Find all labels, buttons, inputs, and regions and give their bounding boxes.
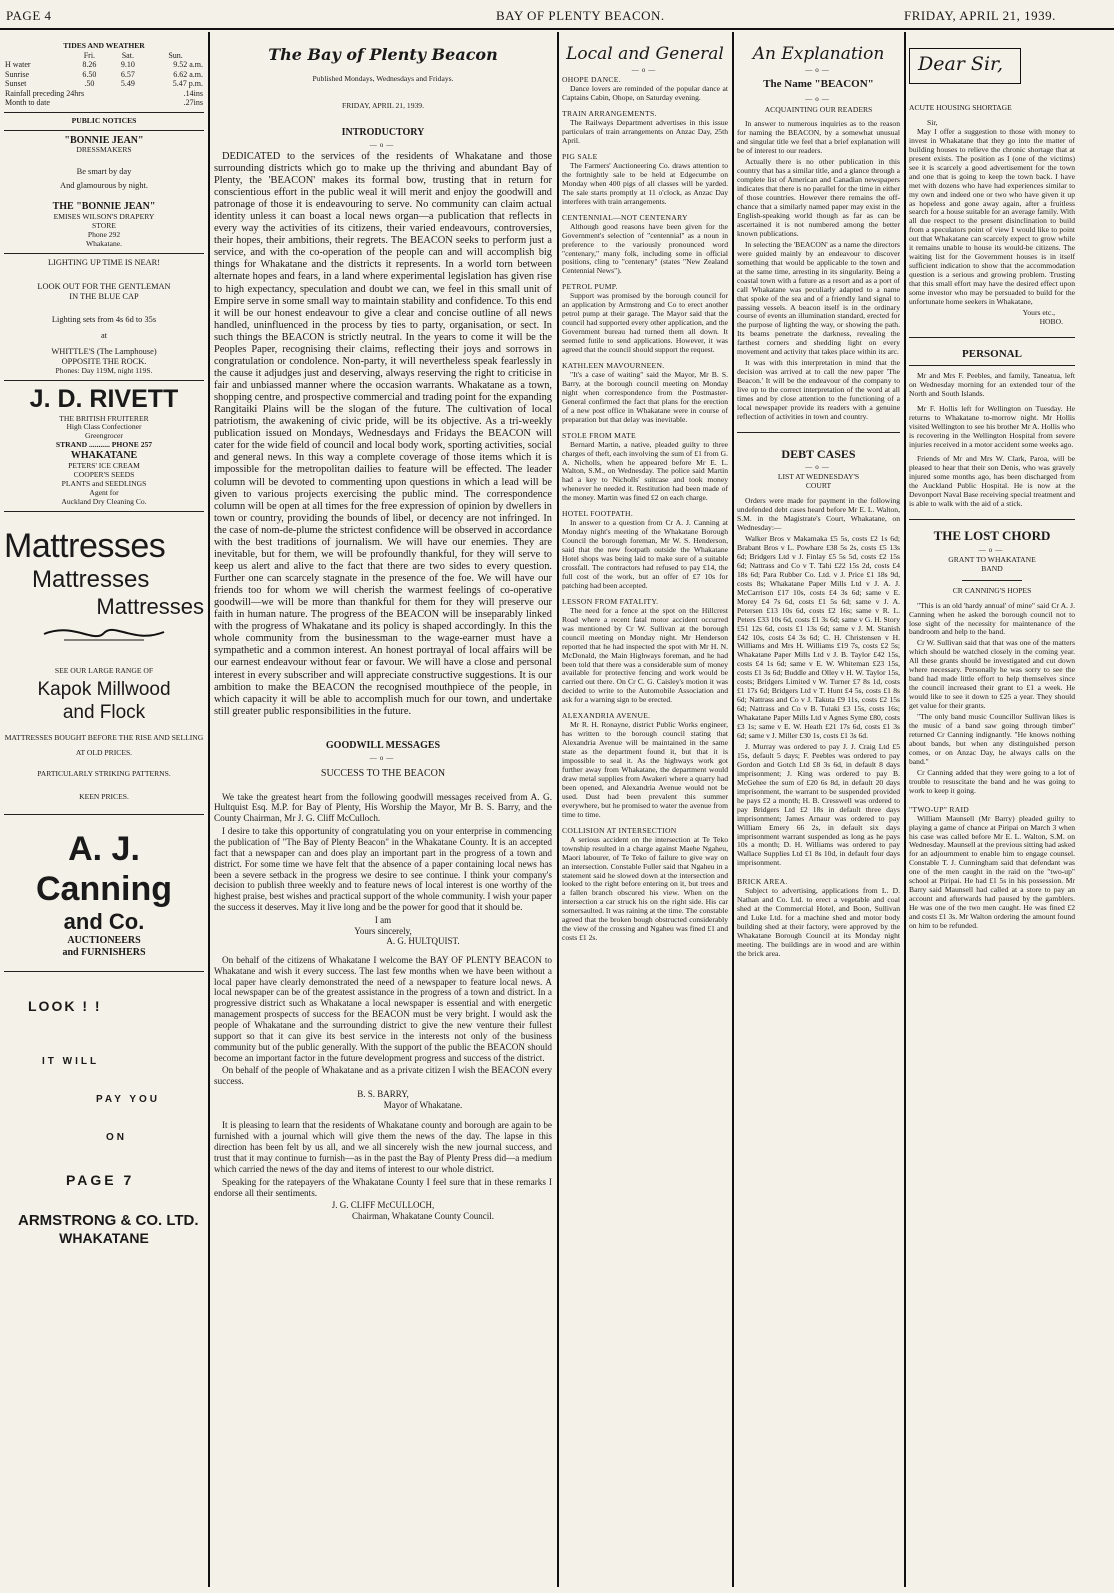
weather-cell: 8.26 [82, 60, 97, 70]
local-item [562, 598, 728, 705]
weather-cell: Sunrise [5, 69, 29, 79]
canning-title: A. J. Canning [36, 830, 172, 909]
rivett-line: High Class Confectioner [66, 422, 142, 432]
chord-text: "This is an old 'hardy annual' of mine" said Cr A. J. Canning when he asked the borough council not to lose sight of the necessity for maintenance of the bandroom and help to the band. [909, 600, 1075, 637]
personal-title: PERSONAL [962, 347, 1022, 360]
mcculloch-signature: J. G. CLIFF McCULLOCH, [331, 1200, 435, 1211]
armstrong-town: WHAKATANE [59, 1230, 149, 1247]
local-item-text: Support was promised by the borough council for an application by Armstrong and Co to erect another petrol pump at their garage. The Mayor said that the council had supported every other application, and the Government bureau had turned them all down. It seemed futile to send applications. However, it was agreed that the council should support the request. [562, 291, 728, 355]
local-item-text: Dance lovers are reminded of the popular dance at Captains Cabin, Ohope, on Saturday evening. [562, 84, 728, 103]
weather-cell: 6.57 [120, 69, 135, 79]
acq-title: ACQUAINTING OUR READERS [764, 104, 873, 114]
look-line: LOOK ! ! [28, 997, 102, 1014]
column-rule [208, 32, 210, 1587]
letter-sign: Yours etc., [1022, 307, 1055, 317]
local-item-text: A serious accident on the intersection at Te Teko township resulted in a charge against Maehe Ngaheu, Maori labourer, of Te Teko of failure to give way on an intersection. Constable Fuller said that Ngaheu in a statement said he slowed down at the intersection and looked to the right before entering on it, but trees and a fallen branch obscured his view. When on the intersection a car struck his on the right side. His car somersaulted. It was raining at the time. The constable agreed that the broken bough obstructed considerably the view of the crossing and Ngaheu was fined £1 and costs £1 2s. [562, 834, 728, 943]
canning-sub: and Co. [63, 909, 145, 935]
mattresses-headline: Mattresses [4, 526, 166, 565]
barry-signature: B. S. BARRY, [357, 1089, 409, 1100]
rivett-line: COOPER'S SEEDS [73, 470, 135, 480]
bonnie2-sub: EMISES WILSON'S DRAPERY [53, 211, 155, 221]
weather-cell: 6.50 [82, 69, 97, 79]
explanation-title: An Explanation [752, 44, 885, 64]
at-label: at [100, 331, 108, 341]
name-title: The Name "BEACON" [763, 78, 874, 91]
brick-text: Subject to advertising, applications from L. D. Nathan and Co. Ltd. to erect a vegetable and coal shed at the Commercial Hotel, and Boon, Sullivan and Luke Ltd. for a machine shed and motor body building shed at their factory, were approved by the Whakatane Borough Council at its Monday night meeting. The buildings are in wood and are within the brick area. [737, 886, 900, 958]
lookout-line: LOOK OUT FOR THE GENTLEMAN [37, 281, 171, 291]
chord-text: "The only band music Councillor Sullivan likes is the music of a band saw going through timber" returned Cr Canning indignantly. "He knows nothing about bands, but when any distinguished person comes, or on Anzac Day, he always calls on the band." [909, 712, 1075, 766]
rainfall-row [4, 89, 204, 98]
explanation-p2: Actually there is no other publication in this country that has a similar title, and a glance through a complete list of American and Canadian newspapers indicates that there is no parallel for the time in either of those countries. However there remains the off-chance that a similarly named paper may exist in the English-speaking world though as far as can be ascertained it is not numbered among the better known publications. [737, 157, 900, 238]
local-general-title: Local and General [566, 44, 724, 64]
mcculloch-message-2: Speaking for the ratepayers of the Whakatane County I feel sure that in these remarks I endorse all their sentiments. [214, 1176, 552, 1198]
rivett-line: Agent for [89, 487, 119, 497]
notices-title: PUBLIC NOTICES [71, 115, 137, 125]
letter-sir: Sir, [927, 117, 938, 127]
weather-cell: 9.10 [120, 60, 135, 70]
issue-date: FRIDAY, APRIL 21, 1939. [904, 8, 1056, 23]
mattresses-headline: Mattresses [96, 594, 204, 620]
local-item-text: The Farmers' Auctioneering Co. draws attention to the fortnightly sale to be held at Edgecumbe on Monday when 400 pigs of all classes will be yarded. The sale starts promptly at 11 o'clock, as Anzac Day interferes with train arrangements. [562, 160, 728, 206]
brick-head: BRICK AREA. [737, 877, 788, 887]
flourish-ornament [4, 620, 204, 646]
letter-iam: I am [374, 915, 392, 926]
masthead: The Bay of Plenty Beacon [268, 45, 498, 64]
weather-title: TIDES AND WEATHER [63, 41, 145, 50]
rainfall-label: Rainfall preceding 24hrs [5, 88, 85, 98]
local-item [562, 110, 728, 146]
debt-intro: Orders were made for payment in the following undefended debt cases heard before Mr E. L. Walton, S.M. in the Magistrate's Court, Whakatane, on Wednesday:— [737, 496, 900, 533]
matt-bought: MATTRESSES BOUGHT BEFORE THE RISE AND SELLING AT OLD PRICES. [4, 732, 204, 758]
letter-yours: Yours sincerely, [354, 925, 412, 936]
weather-cell: 6.62 a.m. [173, 69, 203, 79]
success-title: SUCCESS TO THE BEACON [320, 767, 446, 779]
chord-sub: GRANT TO WHAKATANE [948, 554, 1036, 564]
column-rule [557, 32, 559, 1587]
rivett-town: WHAKATANE [70, 450, 138, 462]
weather-head-row [4, 51, 204, 60]
local-items [562, 76, 728, 943]
local-item-heading: LESSON FROM FATALITY. [562, 596, 659, 606]
rivett-line: Greengrocer [85, 431, 123, 441]
raid-head: "TWO-UP" RAID [909, 804, 970, 814]
personal-item: Mr and Mrs F. Peebles, and family, Taneatua, left on Wednesday morning for an extended tour of the North and South Islands. [909, 370, 1075, 398]
weather-cell: Sunset [5, 79, 27, 89]
weather-head: Sun. [168, 50, 183, 60]
local-item-text: The Railways Department advertises in this issue particulars of train arrangements on Anzac Day, 25th April. [562, 118, 728, 146]
weather-cell: 9.52 a.m. [173, 60, 203, 70]
kapok-line: and Flock [62, 701, 146, 723]
bonnie2-town: Whakatane. [85, 238, 123, 248]
bonnie2-title: THE "BONNIE JEAN" [52, 201, 156, 213]
local-item [562, 432, 728, 504]
local-item [562, 510, 728, 591]
intro-text: DEDICATED to the services of the residents of Whakatane and those surrounding districts which go to make up the thriving and abundant Bay of Plenty, the 'BEACON' makes its formal bow, trusting that in return for conscientious effort in the public weal it will merit and enjoy the goodwill and patronage of those it is endeavouring to serve. No community can claim actual identity unless it can boast a local news organ—a publication that reflects in every way the activities of its citizens, their varied endeavours, controversies, their hopes, their ambitions, their regrets. The BEACON seeks to perform just a service, and with the co-operation of the people can and will accomplish big things for Whakatane and the districts it represents. In a world torn between alternate hopes and fears, in a land where experimental legislation has given rise to high expectancy, speculation and doubt we can, we feel in this small unit of Empire serve in some small way to maintain stability and confidence. To this end it will be our honest endeavour to give a clear and concise outline of all news handled, uninfluenced in the process by ties to party, organisation, or sect. In such things the BEACON is strictly neutral. In the years to come it will be the Peoples Paper, recognising their claims, reflecting their joys and sorrows in congratulation or condolence. Non-party, it will nevertheless speak fearlessly in the cause it adjudges just and deserving, always reserving the right to criticise in fair and unbiassed manner where the occasion warrants. Whakatane as a town, shopping centre, and prospective commercial and trading point for the expanding Rangitaiki Plains will be the slogan of the future. The cultivation of local patriotism, the awakening of civic pride, will be its objective. As a tri-weekly publication issued on Mondays, Wednesdays and Fridays the BEACON will cater for the wide field of council and local body work, sporting activities, social and general news. In this way a complete coverage of those items which it is impossible for the metropolitan dailies to feature will be effected. The leader column will be devoted to commenting upon questions in which a lead will be given to various projects exercising the public mind. The correspondence column will be open at all times for the free expression of opinion by dwellers in town or country, providing the bounds of libel, or decency are not infringed. In the case of nom-de-plume the strictest confidence will be observed in accordance with the best traditions of journalism. We will have our enemies. They are inevitable, but for them, we will be profoundly thankful, for they will serve to keep us alert and alive to the fact that there are two sides to every question. Further one can scarcely stagnate in the presence of the foe. We will have our friends too for whom we will cherish the warmest feelings of co-operative goodwill—we will be more than thankful for them for they will preserve our faith in human nature. The progress of the BEACON will be inseparably linked with the progress of Whakatane and its policy is shaped accordingly. In this the whole community from the businessman to the wage-earner must have a sympathetic and a common interest. An honest portrayal of local affairs will be our earnest endeavour without fear or favour. We will have a close and personal interest in every subscriber and will appreciate constructive suggestions. It is our ambition to make the BEACON the recognised mouthpiece of the people, in which capacity it will be able to accomplish much for our town, and undertake still greater public responsibilities in the future. [214, 150, 552, 717]
column-rule [904, 32, 906, 1587]
weather-row [4, 60, 204, 69]
local-item-text: Mr R. H. Ronayne, district Public Works engineer, has written to the borough council stating that Alexandria Avenue will be maintained in the same state as the department found it, but that it is impossible to seal it. As the highways work got further away from Whakatane, the department would draw metal supplies from Awakeri where a quarry had been opened, and Alexandria Avenue would not be used. Dust had been prevalent this summer everywhere, but he promised to water the avenue from time to time. [562, 720, 728, 819]
bonnie-line: And glamourous by night. [60, 181, 148, 191]
local-item-heading: PETROL PUMP. [562, 282, 618, 292]
debt-sub: LIST AT WEDNESDAY'S [777, 472, 860, 482]
matt-prices: KEEN PRICES. [79, 792, 129, 802]
weather-cell: 5.49 [120, 79, 135, 89]
rivett-line: PLANTS and SEEDLINGS [61, 479, 147, 489]
dear-sir-logo [909, 48, 1021, 84]
bonnie2-phone: Phone 292 [87, 229, 121, 239]
chord-hopes: CR CANNING'S HOPES [952, 585, 1032, 595]
local-item-heading: TRAIN ARRANGEMENTS. [562, 109, 657, 119]
itwill-line: IT WILL [42, 1056, 100, 1068]
column-rule [732, 32, 734, 1587]
local-item [562, 712, 728, 819]
local-item [562, 283, 728, 355]
debt-list: Walker Bros v Makamaka £5 5s, costs £2 1s 6d; Brabant Bros v L. Powhare £38 5s 2s, costs £5 13s 6d; Bridgers Ltd v J. Finlay £5 5s 5d, costs £2 15s 6d; Nattrass and Co v T. Tahi £22 15s 2d, costs £4 18s 6d; Para Rubber Co. Ltd. v J. Price £1 18s 9d, costs 8s; Whakatane Paper Mills Ltd v J. A. J. McCarrison £17 10s, costs £4 3s 6d; same v E. Morey £4 7s 6d, costs £1 5s 6d; same v J. A. Petersen £13 10s 6d, costs £2 16s; same v R. L. Peters £33 10s 6d, costs £1 3s 6d; same v G. H. Story £51 12s 6d, costs £1 13s 6d; same v J. M. Stanish £42 10s, costs £4 3s 6d; C. H. Christensen v H. Williams and Mrs H. Williams £19 7s, costs £2 5s; Whakatane Paper Mills Ltd v J. B. Taylor £42 15s, costs £4 1s 6d; same v E. W. Whiteman £23 15s, costs £1 3s 6d; Buddle and Olley v H. W. Taylor 15s, costs; Bridgers Limited v W. Turner £7 8s 1d, costs £1 17s 6d; Bridgers Ltd v T. Hunt £4 5s, costs £1 8s 6d; Nattrass and Co v J. Takuta £9 11s, costs £2 15s 6d; Nattrass and Co v B. Tutaki £3 15s, costs 16s; Whakatane Paper Mills Ltd v Agnes Syme £80, costs £3 1s; same v E. W. Heath £21 17s 6d, costs £1 3s 6d; same v J. Miller £30 1s, costs £1 3s 6d. [737, 534, 900, 741]
canning-auctioneers: AUCTIONEERS [67, 935, 141, 947]
weather-table [4, 51, 204, 108]
local-item [562, 362, 728, 425]
hultquist-signature: A. G. HULTQUIST. [386, 936, 460, 947]
advert-column [4, 32, 204, 1587]
weather-cell: H water [5, 60, 31, 70]
housing-title: ACUTE HOUSING SHORTAGE [909, 103, 1012, 112]
page7-line: PAGE 7 [66, 1171, 135, 1188]
mcculloch-title: Chairman, Whakatane County Council. [351, 1211, 495, 1222]
local-item-text: Bernard Martin, a native, pleaded guilty to three charges of theft, each involving the sum of £1 from G. A. Nicholls, when he appeared before Mr E. L. Walton, S.M., on Wednesday. The police said Martin had a key to Nicholls' suitcase and took money whenever he needed it. Restitution had been made of the money. Martin was fined £2 on each charge. [562, 439, 728, 503]
letter-author: HOBO. [1039, 316, 1063, 326]
kapok-line: Kapok Millwood [37, 679, 171, 701]
rivett-line: Auckland Dry Cleaning Co. [61, 496, 147, 506]
phones: Phones: Day 119M, night 119S. [55, 366, 153, 376]
local-item-heading: KATHLEEN MAVOURNEEN. [562, 360, 665, 370]
payyou-line: PAY YOU [96, 1094, 160, 1106]
explanation-p1: In answer to numerous inquiries as to the reason for naming the BEACON, by a somewhat unusual and singular title we feel that a brief explanation will be of interest to our readers. [737, 119, 900, 156]
lost-chord-title: THE LOST CHORD [933, 528, 1051, 544]
rivett-title: J. D. RIVETT [29, 385, 179, 413]
goodwill-intro: We take the greatest heart from the following goodwill messages received from A. G. Hultquist Esq. M.P. for Bay of Plenty, His Worship the Mayor, Mr B. S. Barry, and the County Chairman, Mr J. G. Cliff McCulloch. [214, 791, 552, 824]
explanation-p3: In selecting the 'BEACON' as a name the directors were guided mainly by an endeavour to discover something that would be applicable to the town and at the same time, arresting in its singularity. Being a coastal town with a future as a resort and as a port of call Whakatane was peculiarly adapted to a name that spoke of the sea and of a friendly land signal to passing vessels. A beacon itself is in the ordinary course of events an illumination standard, erected for the purpose of lighting the way, or showing the path. Its beams penetrate the darkness, revealing the farthest corners and shedding light on every movement and activity that takes place within its arc. [737, 239, 900, 357]
weather-head: Sat. [121, 50, 134, 60]
intro-title: INTRODUCTORY [341, 126, 425, 138]
explanation-column: An Explanation —o— The Name "BEACON" —o— ACQUAINTING OUR READERS In answer to numerous inquiries as to the reason for naming the BEACON, by a somewhat unusual and singular title we feel that a brief explanation will be of interest to our readers. Actually there is no other publication in this country that has a similar title, and a glance through a complete list of American and Canadian newspapers indicates that there is no parallel for the time in either of those countries. However there remains the off-chance that a similarly named paper may exist in the English-speaking world though as far as can be ascertained it is not numbered among the better known publications. In selecting the 'BEACON' as a name the directors were guided mainly by an endeavour to discover something that would be applicable to the town and at the same time, arresting in its singularity. Being a coastal town with a future as a resort and as a port of call Whakatane was peculiarly adapted to a name that spoke of the sea and of a friendly land signal to passing vessels. A beacon itself is in the ordinary course of events an illumination standard, erected for the purpose of lighting the way, or showing the path. Its beams penetrate the darkness, revealing the farthest corners and shedding light on every movement and activity that takes place within its arc. It was with this interpretation in mind that the decision was arrived at to call the new paper 'The Beacon.' It will be the endeavour of the company to live up to the correct interpretation of the word at all times and by close attention to the functioning of a local newspaper provide its readers with a genuine reflection of activities in town and country. DEBT CASES —o— LIST AT WEDNESDAY'S COURT Orders were made for payment in the following undefended debt cases heard before Mr E. L. Walton, S.M. in the Magistrate's Court, Whakatane, on Wednesday:— Walker Bros v Makamaka £5 5s, costs £2 1s 6d; Brabant Bros v L. Powhare £38 5s 2s, costs £5 13s 6d; Bridgers Ltd v J. Finlay £5 5s 5d, costs £2 15s 6d; Nattrass and Co v T. Tahi £22 15s 2d, costs £4 18s 6d; Para Rubber Co. Ltd. v J. Price £1 18s 9d, costs 8s; Whakatane Paper Mills Ltd v J. A. J. McCarrison £17 10s, costs £4 3s 6d; same v E. Morey £4 7s 6d, costs £1 5s 6d; same v J. A. Petersen £13 10s 6d, costs £2 16s; same v R. L. Peters £33 10s 6d, costs £1 3s 6d; same v G. H. Story £51 12s 6d, costs £1 13s 6d; same v J. M. Stanish £42 10s, costs £4 3s 6d; C. H. Christensen v H. Williams and Mrs H. Williams £19 7s, costs £2 5s; Whakatane Paper Mills Ltd v J. B. Taylor £42 15s, costs £4 1s 6d; same v E. W. Whiteman £23 15s, costs £1 3s 6d; Buddle and Olley v H. W. Taylor 15s, costs; Bridgers Limited v W. Turner £7 8s 1d, costs £1 17s 6d; Bridgers Ltd v T. Hunt £4 5s, costs £1 8s 6d; Nattrass and Co v J. Takuta £9 11s, costs £2 15s 6d; Nattrass and Co v B. Tutaki £3 15s, costs 16s; Whakatane Paper Mills Ltd v Agnes Syme £80, costs £3 1s; same v E. W. Heath £21 17s 6d, costs £1 3s 6d; same v J. Miller £30 1s, costs £1 3s 6d. J. Murray was ordered to pay J. J. Craig Ltd £5 15s, default 5 days; F. Peebles was ordered to pay Gordon and Gotch Ltd £8 3s 6d, in default 8 days imprisonment; J. King was ordered to pay B. McGehee the sum of £20 6s 8d, in default 20 days imprisonment, the warrant to be suspended provided he pays £2 a month; H. B. Cresswell was ordered to pay Bridgers Ltd £2 18s in default three days imprisonment; James Arnaur was ordered to pay William Emery 66 2s, in default six days imprisonment warrant suspended as long as he pays 10s a month; D. H. Williams was ordered to pay Wallace Supplies Ltd £1 8s 10d, in default four days imprisonment. BRICK AREA. Subject to advertising, applications from L. D. Nathan and Co. Ltd. to erect a vegetable and coal shed at the Commercial Hotel, and Boon, Sullivan and Luke Ltd. for a machine shed and motor body building shed at their factory, were approved by the Whakatane Borough Council at its Monday night meeting. The buildings are in wood and are within the brick area. [737, 44, 900, 958]
local-item-heading: OHOPE DANCE. [562, 75, 621, 85]
matt-see: SEE OUR LARGE RANGE OF [54, 666, 154, 676]
local-item-heading: STOLE FROM MATE [562, 430, 636, 440]
paper-name: BAY OF PLENTY BEACON. [496, 8, 665, 23]
dear-sir-text: Dear Sir, [918, 53, 1004, 75]
local-item-text: Although good reasons have been given for the Government's selection of "centennial" as a noun in preference to the variously pronounced word "centenary," many folk, including some in official positions, cling to "centenary" (states "New Zealand Centennial News"). [562, 221, 728, 276]
mattresses-headline: Mattresses [32, 565, 150, 593]
whittles: WHITTLE'S (The Lamphouse) [51, 347, 157, 357]
armstrong-name: ARMSTRONG & CO. LTD. [18, 1212, 199, 1230]
bonnie-sub: DRESSMAKERS [76, 145, 132, 155]
housing-letter: May I offer a suggestion to those with money to invest in Whakatane that they go into the matter of building houses to relieve the chronic shortage that at present exists. The position as I (one of the victims) see it is scarcely a good advertisement for the town and one that is going to keep the town back. I have met with dozens who have had experiences similar to my own and indeed one or two who have given it up as hopeless and gone away again, after a fruitless search for a house suitable for an average family. With all due respect to the present disinclination to build from a speculators point of view I would like to point out that Whakatane can scarcely expect to grow while it remains unable to house its would-be citizens. The waiting list for the Government houses is in itself sufficient indication to show that the accommodation question is a serious and growing problem. Trusting that this small effort may have the desired effect upon some investor who may be persuaded to build for the unfortunate home seekers in Whakatane, [909, 126, 1075, 307]
bonnie-line: Be smart by day [76, 167, 132, 177]
page-number: PAGE 4 [6, 8, 52, 23]
chord-text: Cr Canning added that they were going to a lot of trouble to resuscitate the band and he was going to work to keep it going. [909, 767, 1075, 795]
weather-row [4, 70, 204, 79]
lookout-line: IN THE BLUE CAP [69, 291, 139, 301]
barry-message: On behalf of the citizens of Whakatane I welcome the BAY OF PLENTY BEACON to Whakatane and wish it every success. The last few months when we have been without a local paper have clearly demonstrated the need of a newspaper to feature local news. A local newspaper can be of the greatest assistance in the progress of a town and district. In a progressive district such as Whakatane a local newspaper is essential and with energetic management prospects of success for the BEACON must be very bright. I would ask the people of Whakatane and the surrounding district to give the new venture their fullest support so that it can give its best service in the interests not only of the business community but of the public generally. With the support of the public the BEACON should become an important factor in the future development progress and success of the district. [214, 954, 552, 1063]
debt-orders: J. Murray was ordered to pay J. J. Craig Ltd £5 15s, default 5 days; F. Peebles was ordered to pay Gordon and Gotch Ltd £8 3s 6d, in default 8 days imprisonment; J. King was ordered to pay B. McGehee the sum of £20 6s 8d, in default 20 days imprisonment, the warrant to be suspended provided he pays £2 a month; H. B. Cresswell was ordered to pay Bridgers Ltd £2 18s in default three days imprisonment; James Arnaur was ordered to pay William Emery 66 2s, in default six days imprisonment warrant suspended as long as he pays 10s a month; D. H. Williams was ordered to pay Wallace Supplies Ltd £1 8s 10d, in default four days imprisonment. [737, 741, 900, 868]
rivett-line: PETERS' ICE CREAM [68, 461, 140, 471]
month-value: .27ins [183, 98, 203, 108]
rivett-strand: STRAND ........... PHONE 257 [55, 440, 153, 450]
weather-cell: 5.47 p.m. [172, 79, 203, 89]
month-row [4, 98, 204, 107]
bonnie-title: "BONNIE JEAN" [64, 134, 144, 146]
personal-item: Mr F. Hollis left for Wellington on Tuesday. He returns to Whakatane to-morrow night. Mr Hollis visited Wellington to see his brother Mr A. Hollis who is recovering in the Wellington Hospital from severe injuries received in a motor accident some weeks ago. [909, 403, 1075, 449]
local-item-heading: COLLISION AT INTERSECTION [562, 825, 677, 835]
rivett-line: THE BRITISH FRUITERER [59, 413, 149, 423]
lighting-sets: Lighting sets from 4s 6d to 35s [51, 315, 157, 325]
mcculloch-message: It is pleasing to learn that the residents of Whakatane county and borough are again to be furnished with a journal which will give them the news of the day. The lapse in this direction has been felt by us all, and we all sincerely wish the new journal success, and trust that it may continue to furnish—as in the past the Bay of Plenty Press did—a medium which carried the news of the day and items of interest to our whole district. [214, 1120, 552, 1174]
weather-cell: .50 [84, 79, 95, 89]
local-item-heading: CENTENNIAL—NOT CENTENARY [562, 212, 688, 222]
chord-sub: BAND [981, 563, 1003, 573]
weather-head: Fri. [83, 50, 96, 60]
lighting-notice: LIGHTING UP TIME IS NEAR! [47, 257, 161, 267]
canning-furnishers: and FURNISHERS [62, 947, 146, 959]
local-item-heading: HOTEL FOOTPATH. [562, 509, 634, 519]
month-label: Month to date [5, 98, 50, 108]
barry-message-2: On behalf of the people of Whakatane and as a private citizen I wish the BEACON every success. [214, 1065, 552, 1087]
local-item-heading: PIG SALE [562, 151, 598, 161]
goodwill-title: GOODWILL MESSAGES [325, 739, 441, 751]
letters-column: Dear Sir, ACUTE HOUSING SHORTAGE Sir, May I offer a suggestion to those with money to invest in Whakatane that they go into the matter of building houses to relieve the chronic shortage that at present exists. The position as I (one of the victims) see it is scarcely a good advertisement for the town and one that is going to keep the town back. I have met with dozens who have had experiences similar to my own and indeed one or two who have given it up as hopeless and gone away again, after a fruitless search for a house suitable for an average family. With all due respect to the present disinclination to build from a speculators point of view I would like to point out that Whakatane can scarcely expect to grow while it remains unable to house its would-be citizens. The waiting list for the Government houses is in itself sufficient indication to show that the accommodation question is a serious and growing problem. Trusting that this small effort may have the desired effect upon some investor who may be persuaded to build for the unfortunate home seekers in Whakatane, Yours etc., HOBO. PERSONAL Mr and Mrs F. Peebles, and family, Taneatua, left on Wednesday morning for an extended tour of the North and South Islands. Mr F. Hollis left for Wellington on Tuesday. He returns to Whakatane to-morrow night. Mr Hollis visited Wellington to see his brother Mr A. Hollis who is recovering in the Wellington Hospital from severe injuries received in a motor accident some weeks ago. Friends of Mr and Mrs W. Clark, Paroa, will be pleased to hear that their son Denis, who was gravely injured some months ago, has been discharged from the Auckland Public Hospital. He is now at the Devonport Naval Base receiving special treatment and is able to walk with the aid of a stick. THE LOST CHORD —o— GRANT TO WHAKATANE BAND CR CANNING'S HOPES "This is an old 'hardy annual' of mine" said Cr A. J. Canning when he asked the borough council not to lose sight of the necessity for maintenance of the bandroom and help to the band. Cr W. Sullivan said that that was one of the matters which should be watched closely in the coming year. All these grants should be investigated and cut down where necessary. Personally he was sorry to see the band had made little effort to help themselves since the council increased their grant to £1 a week. He would like to see it down to £25 a year. They should get value for their grants. "The only band music Councillor Sullivan likes is the music of a band saw going through timber" returned Cr Canning indignantly. "He knows nothing about bands, but when any distinguished person comes, or on Anzac Day, he always calls on the band." Cr Canning added that they were going to a lot of trouble to resuscitate the band and he was going to work to keep it going. "TWO-UP" RAID William Maunsell (Mr Barry) pleaded guilty to playing a game of chance at Piripai on March 3 when his case was called before Mr E. L. Walton, S.M. on Wednesday. Maunsell at the previous sitting had asked for an adjournment to enable him to engage counsel. Constable T. J. Cunningham said that defendant was one of the men caught in the raid on the "two-up" school at Piripai. He had £1 5s in his possession. Mr Barry said Maunsell had called at a store to pay an account and afterwards had paused by the gamblers. He was one of the two men caught. He was fined £2 and costs £1 3s. Mr Walton ordering the amount found on him to be refunded. [909, 32, 1075, 1587]
bonnie2-sub: STORE [92, 220, 116, 230]
local-item [562, 214, 728, 277]
local-item-text: The need for a fence at the spot on the Hillcrest Road where a recent fatal motor accident occurred was mentioned by Cr W. Sullivan at the borough council meeting on Monday night. Mr Henderson reported that he had inspected the spot with Mr H. N. McDonald, the Main Highways foreman, and he had been told that there was a considerable sum of money available for protective fencing and work would be carried out there. On Cr C. G. Caisley's motion it was decided to write to the Automobile Association and ask for a warning sign to be erected. [562, 605, 728, 705]
local-general-column: Local and General —o— OHOPE DANCE. Dance lovers are reminded of the popular dance at Captains Cabin, Ohope, on Saturday evening. TRAIN ARRANGEMENTS. The Railways Department advertises in this issue particulars of train arrangements on Anzac Day, 25th April. PIG SALE The Farmers' Auctioneering Co. draws attention to the fortnightly sale to be held at Edgecumbe on Monday when 400 pigs of all classes will be yarded. The sale starts promptly at 11 o'clock, as Anzac Day interferes with train arrangements. CENTENNIAL—NOT CENTENARY Although good reasons have been given for the Government's selection of "centennial" as a noun in preference to the variously pronounced word "centenary," many folk, including some in official positions, cling to "centenary" (states "New Zealand Centennial News"). PETROL PUMP. Support was promised by the borough council for an application by Armstrong and Co to erect another petrol pump at their garage. The Mayor said that the council had supported every other application, and the Government bureau had turned them all down. It seemed futile to send applications. However, it was agreed that the council should support the request. KATHLEEN MAVOURNEEN. "It's a case of waiting" said the Mayor, Mr B. S. Barry, at the borough council meeting on Monday night when correspondence from the Postmaster-General confirmed the fact that plans for the erection of a new post office in Whakatane were in course of preparation but that delay was inevitable. STOLE FROM MATE Bernard Martin, a native, pleaded guilty to three charges of theft, each involving the sum of £1 from G. A. Nicholls, when he appeared before Mr E. L. Walton, S.M., on Wednesday. The police said Martin had a key to Nicholls' suitcase and took money whenever he needed it. Restitution had been made of the money. Martin was fined £2 on each charge. HOTEL FOOTPATH. In answer to a question from Cr A. J. Canning at Monday night's meeting of the Whakatane Borough Council the borough foreman, Mr W. S. Henderson, said that the new footpath outside the Whakatane Hotel shops was being laid to make sure of a suitable crossfall. The contractors had refused to pay £14, the full cost of the work, but an offer of £7 10s for patching had been accepted. LESSON FROM FATALITY. The need for a fence at the spot on the Hillcrest Road where a recent fatal motor accident occurred was mentioned by Cr W. Sullivan at the borough council meeting on Monday night. Mr Henderson reported that he had inspected the spot with Mr H. N. McDonald, the Main Highways foreman, and he had been told that there was a considerable sum of money available for protective fencing and work would be carried out there. On Cr C. G. Caisley's motion it was decided to write to the Automobile Association and ask for a warning sign to be erected. ALEXANDRIA AVENUE. Mr R. H. Ronayne, district Public Works engineer, has written to the borough council stating that Alexandria Avenue will be maintained in the same state as the department found it, but that it is impossible to seal it. As the highways work got further away from Whakatane, the department would draw metal supplies from Awakeri where a quarry had been opened, and Alexandria Avenue would not be used. Dust had been prevalent this summer everywhere, but he promised to water the avenue from time to time. COLLISION AT INTERSECTION A serious accident on the intersection at Te Teko township resulted in a charge against Maehe Ngaheu, Maori labourer, of Te Teko of failure to give way on an intersection. Constable Fuller said that Ngaheu in a statement said he slowed down at the intersection and looked to the right before entering on it, but trees and a fallen branch obscured his view. When on the intersection a car struck his on the right side. His car somersaulted. It was raining at the time. The constable agreed that the broken bough obstructed considerably the view of the crossing and Ngaheu was fined £1 and costs £1 2s. [562, 44, 728, 943]
local-item-heading: ALEXANDRIA AVENUE. [562, 711, 651, 721]
hultquist-message: I desire to take this opportunity of congratulating you on your enterprise in commencing the publication of "The Bay of Plenty Beacon" in the Whakatane County. It is an accepted fact that a newspaper can and does play an important part in the progress of a town and district. For some time we have felt that the absence of a paper containing local news has been a severe setback in the progress we desire to see continue. I think your company's decision to publish three weekly and to feature news of local interest is one worthy of the highest praise, best wishes and practical support of the whole community. I wish your paper the success it deserves. May it live long and be the power for good that it should be. [214, 826, 552, 913]
page-header [0, 0, 1114, 30]
local-item-text: In answer to a question from Cr A. J. Canning at Monday night's meeting of the Whakatane Borough Council the borough foreman, Mr W. S. Henderson, said that the new footpath outside the Whakatane Hotel shops was being laid to make sure of a suitable crossfall. The contractors had refused to pay £14, the full cost of the work, but an offer of £7 10s for patching had been accepted. [562, 518, 728, 590]
explanation-p4: It was with this interpretation in mind that the decision was arrived at to call the new paper 'The Beacon.' It will be the endeavour of the company to live up to the correct interpretation of the word at all times and by close attention to the functioning of a local newspaper provide its readers with a genuine reflection of activities in town and country. [737, 358, 900, 421]
debt-sub: COURT [805, 481, 832, 491]
matt-patterns: PARTICULARLY STRIKING PATTERNS. [37, 769, 171, 779]
raid-text: William Maunsell (Mr Barry) pleaded guilty to playing a game of chance at Piripai on March 3 when his case was called before Mr E. L. Walton, S.M. on Wednesday. Maunsell at the previous sitting had asked for an adjournment to enable him to engage counsel. Constable T. J. Cunningham said that defendant was one of the men caught in the raid on the "two-up" school at Piripai. He had £1 5s in his possession. Mr Barry said Maunsell had called at a store to pay an account and afterwards had paused by the gamblers. He was one of the two men caught. He was fined £2 and costs £1 3s. Mr Walton ordering the amount found on him to be refunded. [909, 813, 1075, 931]
local-item [562, 76, 728, 103]
personal-item: Friends of Mr and Mrs W. Clark, Paroa, will be pleased to hear that their son Denis, who was gravely injured some months ago, has been discharged from the Auckland Public Hospital. He is now at the Devonport Naval Base receiving special treatment and is able to walk with the aid of a stick. [909, 454, 1075, 509]
opposite: OPPOSITE THE ROCK. [61, 357, 147, 367]
editorial-column: The Bay of Plenty Beacon Published Mondays, Wednesdays and Fridays. FRIDAY, APRIL 21, 1939. INTRODUCTORY —o— DEDICATED to the services of the residents of Whakatane and those surrounding districts which go to make up the thriving and abundant Bay of Plenty, the 'BEACON' makes its formal bow, trusting that in return for conscientious effort in the public weal it will merit and enjoy the goodwill and patronage of those it is endeavouring to serve. No community can claim actual identity unless it can boast a local news organ—a publication that reflects in every way the activities of its citizens, their varied endeavours, controversies, their hopes, their ambitions, their regrets. The BEACON seeks to perform just a service, and with the co-operation of the people can and will accomplish big things for Whakatane and the districts it represents. In a world torn between alternate hopes and fears, in a land where experimental legislation has given rise to high expectancy, speculation and doubt we can, we feel in this small unit of Empire serve in some small way to maintain stability and confidence. To this end it will be our honest endeavour to give a clear and concise outline of all news handled, uninfluenced in the process by ties to party, organisation, or sect. In such things the BEACON is strictly neutral. In the years to come it will be the Peoples Paper, recognising their claims, reflecting their joys and sorrows in congratulation or condolence. Non-party, it will nevertheless speak fearlessly in the cause it adjudges just and deserving, always reserving the right to criticise in fair and unbiassed manner where the occasion warrants. Whakatane as a town, shopping centre, and prospective commercial and trading point for the expanding Rangitaiki Plains will be the slogan of the future. The cultivation of local patriotism, the awakening of civic pride, will be its objective. As a tri-weekly publication issued on Mondays, Wednesdays and Fridays the BEACON will cater for the wide field of council and local body work, sporting activities, social and general news. In this way a complete coverage of those items which it is impossible for the metropolitan dailies to feature will be effected. The leader column will be devoted to commenting upon questions in which a lead will be given to various projects exercising the public mind. The correspondence column will be open at all times for the free expression of opinion by dwellers in town or country, providing the bounds of libel, or decency are not infringed. In the case of nom-de-plume the strictest confidence will be observed in accordance with the best traditions of journalism. We will have our enemies. They are inevitable, but for them, we will be profoundly thankful, for they will serve to keep us alert and alive to the fact that there are two sides to every question. Further one can scarcely stagnate in the presence of the foe. We will have our friends too for whom we will cherish the warmest feelings of co-operative goodwill—we will be more than thankful for them for they will preserve our faith in human nature. The progress of the BEACON will be inseparably linked with the progress of Whakatane and its policy is shaped accordingly. In this the whole community from the businessman to the wage-earner must have a sympathetic and a common interest. An honest portrayal of local affairs will be our earnest endeavour without fear or favour. We will have a close and personal interest in every subscriber and will appreciate constructive suggestions. It is our ambition to make the BEACON the recognised mouthpiece of the people, in which capacity it will be able to accomplish much for our town, and undertake still greater public responsibilities in the future. GOODWILL MESSAGES —o— SUCCESS TO THE BEACON We take the greatest heart from the following goodwill messages received from A. G. Hultquist Esq. M.P. for Bay of Plenty, His Worship the Mayor, Mr B. S. Barry, and the County Chairman, Mr J. G. Cliff McCulloch. I desire to take this opportunity of congratulating you on your enterprise in commencing the publication of "The Bay of Plenty Beacon" in the Whakatane County. It is an accepted fact that a newspaper can and does play an important part in the progress of a town and district. For some time we have felt that the absence of a paper containing local news has been a severe setback in the progress we desire to see continue. I think your company's decision to publish three weekly and to feature news of local interest is one worthy of the highest praise, best wishes and practical support of the whole community. I wish your paper the success it deserves. May it live long and be the power for good that it should be. I am Yours sincerely, A. G. HULTQUIST. On behalf of the citizens of Whakatane I welcome the BAY OF PLENTY BEACON to Whakatane and wish it every success. The last few months when we have been without a local paper have clearly demonstrated the need of a newspaper to feature local news. A local newspaper can be of the greatest assistance in the progress of a town and district. In a progressive district such as Whakatane a local newspaper is essential and with energetic management prospects of success for the BEACON must be very bright. I would ask the people of Whakatane and the surrounding district to give the new venture their fullest support so that it can give its best service in the interests not only of the business community but of the public generally. With the support of the public the BEACON should become an important factor in the future development progress and success of the district. On behalf of the people of Whakatane and as a private citizen I wish the BEACON every success. B. S. BARRY, Mayor of Whakatane. It is pleasing to learn that the residents of Whakatane county and borough are again to be furnished with a journal which will give them the news of the day. The lapse in this direction has been felt by us all, and we all sincerely wish the new journal success, and trust that it may continue to furnish—as in the past the Bay of Plenty Press did—a medium which carried the news of the day and items of interest to our whole district. Speaking for the ratepayers of the Whakatane County I feel sure that in these remarks I endorse all their sentiments. J. G. CLIFF McCULLOCH, Chairman, Whakatane County Council. [214, 45, 552, 1222]
local-item [562, 153, 728, 207]
on-line: ON [106, 1132, 127, 1144]
rainfall-value: .14ins [183, 88, 203, 98]
debt-title: DEBT CASES [781, 446, 856, 461]
barry-title: Mayor of Whakatane. [383, 1099, 463, 1110]
dateline: FRIDAY, APRIL 21, 1939. [341, 100, 424, 110]
local-item [562, 827, 728, 943]
local-item-text: "It's a case of waiting" said the Mayor, Mr B. S. Barry, at the borough council meeting on Monday night when correspondence from the Postmaster-General confirmed the fact that plans for the erection of a new post office in Whakatane were in course of preparation but that delay was inevitable. [562, 369, 728, 424]
weather-row [4, 79, 204, 88]
publication-days: Published Mondays, Wednesdays and Fridays. [312, 73, 454, 83]
chord-text: Cr W. Sullivan said that that was one of the matters which should be watched closely in the coming year. All these grants should be investigated and cut down where necessary. Personally he was sorry to see the band had made little effort to help themselves since the council increased their grant to £1 a week. He would like to see it down to £25 a year. They should get value for their grants. [909, 638, 1075, 711]
